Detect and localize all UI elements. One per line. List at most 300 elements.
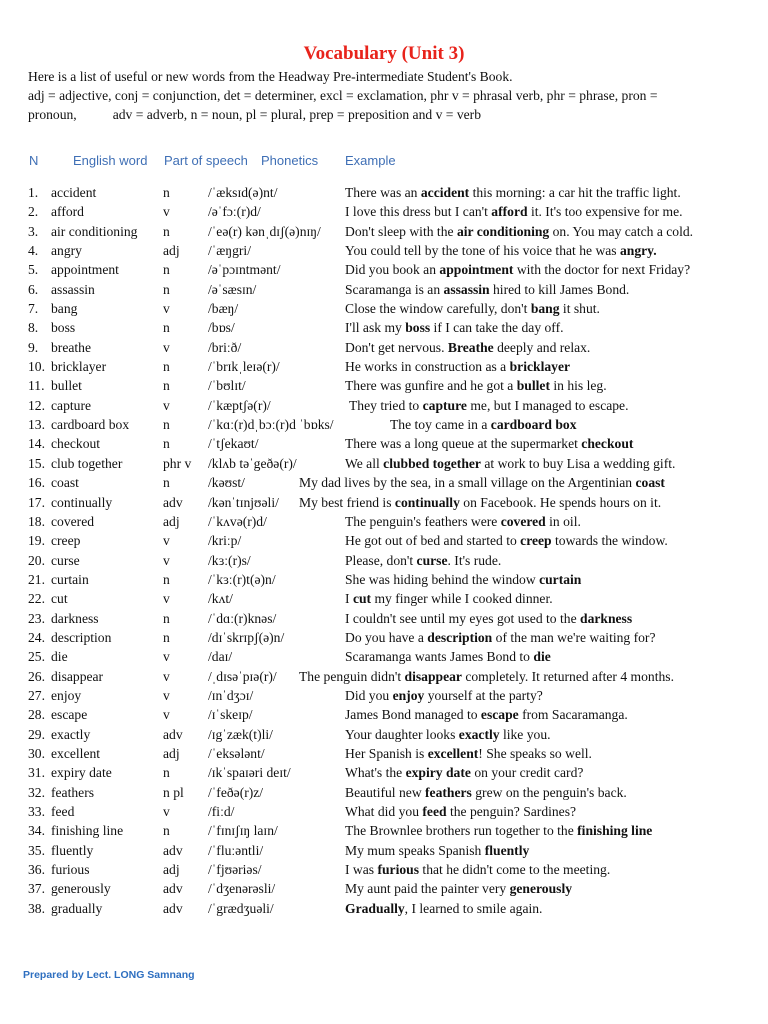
english-word: curtain [51, 571, 89, 587]
english-word: cardboard box [51, 417, 130, 433]
example-sentence [345, 280, 629, 299]
example-text: Did you book an [345, 262, 440, 278]
english-word: darkness [51, 610, 99, 626]
example-text: me, but I managed to escape. [466, 397, 629, 413]
example-sentence [345, 821, 652, 840]
example-keyword: description [427, 629, 493, 645]
example-text: it. It's too expensive for me. [527, 204, 683, 220]
example-text: The penguin's feathers were [345, 513, 501, 529]
part-of-speech: adj [163, 862, 180, 878]
row-number: 38. [28, 900, 45, 916]
example-sentence [345, 841, 529, 860]
phonetics: /ɪgˈzæk(t)li/ [208, 726, 273, 742]
part-of-speech: n [163, 262, 170, 278]
table-row [0, 357, 768, 376]
example-text: my finger while I cooked dinner. [371, 591, 553, 607]
example-sentence [345, 318, 564, 337]
example-text: on Facebook. He spends hours on it. [459, 494, 662, 510]
example-text: The toy came in a [390, 417, 491, 433]
example-sentence [345, 531, 668, 550]
row-number: 35. [28, 842, 45, 858]
english-word: bullet [51, 378, 82, 394]
part-of-speech: n [163, 436, 170, 452]
example-keyword: air conditioning [456, 223, 550, 239]
row-number: 28. [28, 707, 45, 723]
part-of-speech: adj [163, 745, 180, 761]
phonetics: /dɪˈskrɪpʃ(ə)n/ [208, 629, 285, 645]
column-header-word: English word [73, 153, 148, 168]
part-of-speech: n [163, 320, 170, 336]
example-keyword: checkout [581, 436, 634, 452]
row-number: 14. [28, 436, 45, 452]
table-row [0, 705, 768, 724]
part-of-speech: v [163, 552, 170, 568]
example-text: . It's rude. [447, 552, 502, 568]
table-row [0, 551, 768, 570]
table-row [0, 899, 768, 918]
row-number: 33. [28, 804, 45, 819]
phonetics: /briːð/ [208, 339, 242, 355]
part-of-speech: n [163, 610, 170, 626]
part-of-speech: n [163, 223, 170, 239]
row-number: 36. [28, 862, 45, 878]
example-text: if I can take the day off. [430, 320, 564, 336]
table-row [0, 783, 768, 802]
example-text: He got out of bed and started to [345, 533, 521, 549]
example-sentence [345, 686, 543, 705]
example-keyword: disappear [404, 668, 462, 684]
table-row [0, 879, 768, 898]
phonetics: /ˈfluːəntli/ [208, 842, 264, 858]
example-text: I'll ask my [345, 320, 406, 336]
example-keyword: clubbed together [383, 455, 481, 471]
example-sentence [345, 299, 600, 318]
example-text: There was an [345, 185, 421, 200]
example-sentence [345, 512, 581, 531]
english-word: escape [51, 707, 88, 723]
example-text: in oil. [545, 513, 581, 529]
part-of-speech: v [163, 339, 170, 355]
english-word: boss [51, 320, 76, 336]
example-text: Close the window carefully, don't [345, 301, 531, 317]
table-row [0, 473, 768, 492]
example-text: on. You may catch a cold. [549, 223, 694, 239]
intro-text: Here is a list of useful or new words from the Headway Pre-intermediate Student's Book. [28, 69, 513, 84]
example-text: ! She speaks so well. [478, 745, 592, 761]
part-of-speech: n pl [163, 784, 184, 800]
example-text: from Sacaramanga. [518, 707, 628, 723]
example-text: The Brownlee brothers run together to the [345, 823, 578, 839]
english-word: feathers [51, 784, 95, 800]
part-of-speech: n [163, 185, 170, 200]
row-number: 4. [28, 243, 39, 259]
table-row [0, 860, 768, 879]
example-text: You could tell by the tone of his voice that he was [345, 243, 620, 259]
example-keyword: appointment [439, 262, 514, 278]
example-text: There was gunfire and he got a [345, 378, 517, 394]
phonetics: /kəʊst/ [208, 475, 245, 491]
example-keyword: cut [352, 591, 372, 607]
example-text: My dad lives by the sea, in a small village on the Argentinian [299, 475, 636, 491]
part-of-speech: v [163, 707, 170, 723]
phonetics: /klʌb təˈgeðə(r)/ [208, 455, 297, 471]
row-number: 23. [28, 610, 45, 626]
part-of-speech: n [163, 417, 170, 433]
row-number: 1. [28, 185, 39, 200]
example-keyword: fluently [484, 842, 530, 858]
english-word: excellent [51, 745, 101, 761]
column-header-phonetics: Phonetics [261, 153, 319, 168]
phonetics: /ˈæŋgri/ [208, 243, 251, 259]
table-row [0, 260, 768, 279]
row-number: 8. [28, 320, 39, 336]
english-word: furious [51, 862, 90, 878]
example-sentence [345, 551, 501, 570]
phonetics: /ˈfɪnɪʃɪŋ laɪn/ [208, 823, 278, 839]
part-of-speech: n [163, 823, 170, 839]
example-text: of the man we're waiting for? [492, 629, 656, 645]
phonetics: /daɪ/ [208, 649, 233, 665]
phonetics: /ˈeksələnt/ [208, 745, 265, 761]
example-sentence [345, 241, 657, 260]
table-row [0, 763, 768, 782]
table-row [0, 667, 768, 686]
english-word: feed [51, 804, 75, 819]
example-keyword: bang [530, 301, 560, 317]
english-word: exactly [51, 726, 91, 742]
english-word: assassin [51, 281, 95, 297]
example-text: He works in construction as a [345, 359, 510, 375]
example-keyword: afford [491, 204, 528, 220]
example-keyword: furious [377, 862, 420, 878]
english-word: afford [51, 204, 84, 220]
example-keyword: feed [422, 804, 447, 819]
example-keyword: exactly [458, 726, 500, 742]
table-row [0, 415, 768, 434]
example-text: I couldn't see until my eyes got used to the [345, 610, 581, 626]
english-word: die [51, 649, 68, 665]
phonetics: /əˈpɔɪntmənt/ [208, 262, 281, 278]
phonetics: /ˈdʒenərəsli/ [208, 881, 276, 897]
example-keyword: excellent [427, 745, 479, 761]
example-sentence [345, 899, 542, 918]
row-number: 12. [28, 397, 45, 413]
example-text: the penguin? Sardines? [446, 804, 577, 819]
phonetics: /ˈkæptʃə(r)/ [208, 397, 271, 413]
example-sentence [345, 570, 581, 589]
table-row [0, 589, 768, 608]
table-row [0, 318, 768, 337]
abbreviations-line-2 [28, 105, 748, 124]
example-text: on your credit card? [470, 765, 584, 781]
table-row [0, 376, 768, 395]
table-row [0, 725, 768, 744]
example-keyword: capture [422, 397, 467, 413]
table-row [0, 570, 768, 589]
example-sentence [345, 338, 590, 357]
part-of-speech: adj [163, 243, 180, 259]
row-number: 32. [28, 784, 45, 800]
row-number: 9. [28, 339, 39, 355]
example-sentence [345, 802, 576, 821]
example-sentence [345, 222, 693, 241]
table-row [0, 744, 768, 763]
row-number: 27. [28, 687, 45, 703]
example-sentence [345, 647, 551, 666]
column-header-n: N [29, 153, 39, 168]
example-text: hired to kill James Bond. [489, 281, 630, 297]
part-of-speech: n [163, 359, 170, 375]
phonetics: /bæŋ/ [208, 301, 239, 317]
row-number: 34. [28, 823, 45, 839]
table-row [0, 434, 768, 453]
part-of-speech: v [163, 804, 170, 819]
phonetics: /ˌdɪsəˈpɪə(r)/ [208, 668, 277, 684]
table-row [0, 222, 768, 241]
english-word: angry [51, 243, 82, 259]
english-word: disappear [51, 668, 104, 684]
english-word: bricklayer [51, 359, 107, 375]
english-word: description [51, 629, 112, 645]
example-text: My mum speaks Spanish [345, 842, 485, 858]
row-number: 29. [28, 726, 45, 742]
example-sentence [345, 725, 551, 744]
table-row [0, 841, 768, 860]
phonetics: /ɪnˈdʒɔɪ/ [208, 687, 254, 703]
example-text: Your daughter looks [345, 726, 459, 742]
phonetics: /ɪkˈspaɪəri deɪt/ [208, 765, 291, 781]
example-keyword: curtain [539, 571, 582, 587]
example-text: I love this dress but I can't [345, 204, 492, 220]
example-text: My aunt paid the painter very [345, 881, 510, 897]
table-row [0, 338, 768, 357]
table-row [0, 531, 768, 550]
example-text: Please, don't [345, 552, 417, 568]
row-number: 13. [28, 417, 45, 433]
example-keyword: darkness [580, 610, 633, 626]
example-keyword: coast [635, 475, 665, 491]
example-keyword: bullet [516, 378, 550, 394]
phonetics: /əˈfɔː(r)d/ [208, 204, 261, 220]
example-text: towards the window. [551, 533, 668, 549]
example-keyword: accident [420, 185, 470, 200]
english-word: bang [51, 301, 78, 317]
row-number: 19. [28, 533, 45, 549]
english-word: breathe [51, 339, 91, 355]
phonetics: /ˈkɜː(r)t(ə)n/ [208, 571, 276, 587]
example-text: it shut. [559, 301, 600, 317]
row-number: 20. [28, 552, 45, 568]
part-of-speech: v [163, 668, 170, 684]
phonetics: /əˈsæsɪn/ [208, 281, 257, 297]
example-text: in his leg. [549, 378, 607, 394]
row-number: 5. [28, 262, 39, 278]
english-word: creep [51, 533, 81, 549]
part-of-speech: adv [163, 494, 183, 510]
example-sentence [345, 454, 675, 473]
part-of-speech: n [163, 378, 170, 394]
example-keyword: angry. [619, 243, 657, 259]
phonetics: /fiːd/ [208, 804, 235, 819]
table-row [0, 512, 768, 531]
part-of-speech: adv [163, 842, 183, 858]
example-text: Scaramanga wants James Bond to [345, 649, 534, 665]
row-number: 24. [28, 629, 45, 645]
example-text: that he didn't come to the meeting. [419, 862, 611, 878]
example-keyword: covered [500, 513, 546, 529]
example-text: completely. It returned after 4 months. [461, 668, 674, 684]
english-word: curse [51, 552, 80, 568]
english-word: air conditioning [51, 223, 138, 239]
row-number: 30. [28, 745, 45, 761]
abbreviations-line-1: adj = adjective, conj = conjunction, det = determiner, excl = exclamation, phr v = phrasal verb, phr = phrase, pron = [28, 88, 658, 103]
phonetics: /ˈbʊlɪt/ [208, 378, 246, 394]
example-keyword: expiry date [405, 765, 471, 781]
phonetics: /kɜː(r)s/ [208, 552, 251, 568]
table-row [0, 299, 768, 318]
row-number: 15. [28, 455, 45, 471]
example-sentence [390, 415, 577, 434]
table-row [0, 647, 768, 666]
english-word: checkout [51, 436, 101, 452]
vocabulary-table [0, 183, 768, 918]
phonetics: /ˈkʌvə(r)d/ [208, 513, 267, 529]
part-of-speech: n [163, 475, 170, 491]
english-word: cut [51, 591, 68, 607]
table-row [0, 280, 768, 299]
part-of-speech: adj [163, 513, 180, 529]
english-word: expiry date [51, 765, 112, 781]
english-word: gradually [51, 900, 103, 916]
column-header-pos: Part of speech [164, 153, 248, 168]
table-row [0, 493, 768, 512]
phonetics: /ˈeə(r) kənˌdɪʃ(ə)nɪŋ/ [208, 223, 321, 239]
example-keyword: escape [480, 707, 519, 723]
example-text: I was [345, 862, 378, 878]
table-row [0, 396, 768, 415]
phonetics: /ˈfjʊəriəs/ [208, 862, 262, 878]
table-row [0, 802, 768, 821]
row-number: 3. [28, 223, 39, 239]
example-keyword: Gradually [345, 900, 405, 916]
page-title: Vocabulary (Unit 3) [303, 43, 465, 64]
example-text: We all [345, 455, 384, 471]
row-number: 26. [28, 668, 45, 684]
row-number: 25. [28, 649, 45, 665]
example-text: I [345, 591, 353, 607]
example-keyword: assassin [443, 281, 490, 297]
phonetics: /kənˈtɪnjʊəli/ [208, 494, 279, 510]
english-word: capture [51, 397, 91, 413]
part-of-speech: n [163, 281, 170, 297]
row-number: 22. [28, 591, 45, 607]
part-of-speech: phr v [163, 455, 192, 471]
example-keyword: finishing line [577, 823, 653, 839]
part-of-speech: n [163, 629, 170, 645]
example-sentence [345, 357, 570, 376]
table-row [0, 821, 768, 840]
english-word: appointment [51, 262, 119, 278]
example-text: Don't sleep with the [345, 223, 457, 239]
intro-section [28, 67, 748, 124]
part-of-speech: v [163, 397, 170, 413]
example-text: The penguin didn't [299, 668, 405, 684]
english-word: continually [51, 494, 113, 510]
example-text: with the doctor for next Friday? [513, 262, 691, 278]
phonetics: /kʌt/ [208, 591, 233, 607]
example-sentence [345, 879, 572, 898]
row-number: 16. [28, 475, 45, 491]
english-word: club together [51, 455, 123, 471]
abbreviations-line-2b: adv = adverb, n = noun, pl = plural, prep = preposition and v = verb [112, 107, 481, 122]
example-keyword: generously [509, 881, 573, 897]
row-number: 2. [28, 204, 39, 220]
example-keyword: continually [394, 494, 460, 510]
table-row [0, 686, 768, 705]
example-sentence [345, 763, 583, 782]
example-text: What's the [345, 765, 406, 781]
example-sentence [345, 589, 553, 608]
example-text: at work to buy Lisa a wedding gift. [480, 455, 676, 471]
example-keyword: die [533, 649, 551, 665]
example-sentence [345, 860, 610, 879]
example-sentence [345, 609, 632, 628]
table-row [0, 628, 768, 647]
row-number: 31. [28, 765, 45, 781]
example-text: Scaramanga is an [345, 281, 444, 297]
column-header-example: Example [345, 153, 396, 168]
phonetics: /ˈgrædʒuəli/ [208, 900, 274, 916]
part-of-speech: n [163, 765, 170, 781]
row-number: 11. [28, 378, 45, 394]
english-word: accident [51, 185, 97, 200]
example-text: Her Spanish is [345, 745, 428, 761]
part-of-speech: v [163, 301, 170, 317]
example-sentence [345, 744, 592, 763]
part-of-speech: adv [163, 881, 183, 897]
phonetics: /ˈtʃekaʊt/ [208, 436, 259, 452]
example-text: There was a long queue at the supermarket [345, 436, 582, 452]
footer-credit: Prepared by Lect. LONG Samnang [23, 969, 195, 981]
part-of-speech: v [163, 533, 170, 549]
part-of-speech: v [163, 649, 170, 665]
example-text: What did you [345, 804, 423, 819]
example-text: James Bond managed to [345, 707, 481, 723]
example-sentence [349, 396, 629, 415]
part-of-speech: adv [163, 726, 183, 742]
row-number: 7. [28, 301, 39, 317]
row-number: 6. [28, 281, 39, 297]
phonetics: /ˈæksɪd(ə)nt/ [208, 185, 278, 200]
table-row [0, 241, 768, 260]
row-number: 10. [28, 359, 45, 375]
example-text: They tried to [349, 397, 423, 413]
example-text: grew on the penguin's back. [471, 784, 627, 800]
example-sentence [345, 183, 681, 202]
example-keyword: cardboard box [490, 417, 577, 433]
english-word: finishing line [51, 823, 124, 839]
example-text: like you. [499, 726, 551, 742]
table-header [0, 153, 768, 173]
example-keyword: Breathe [447, 339, 494, 355]
example-sentence [345, 628, 656, 647]
table-row [0, 202, 768, 221]
example-text: deeply and relax. [493, 339, 591, 355]
row-number: 21. [28, 571, 45, 587]
example-sentence [299, 493, 661, 512]
example-sentence [345, 434, 633, 453]
part-of-speech: v [163, 204, 170, 220]
